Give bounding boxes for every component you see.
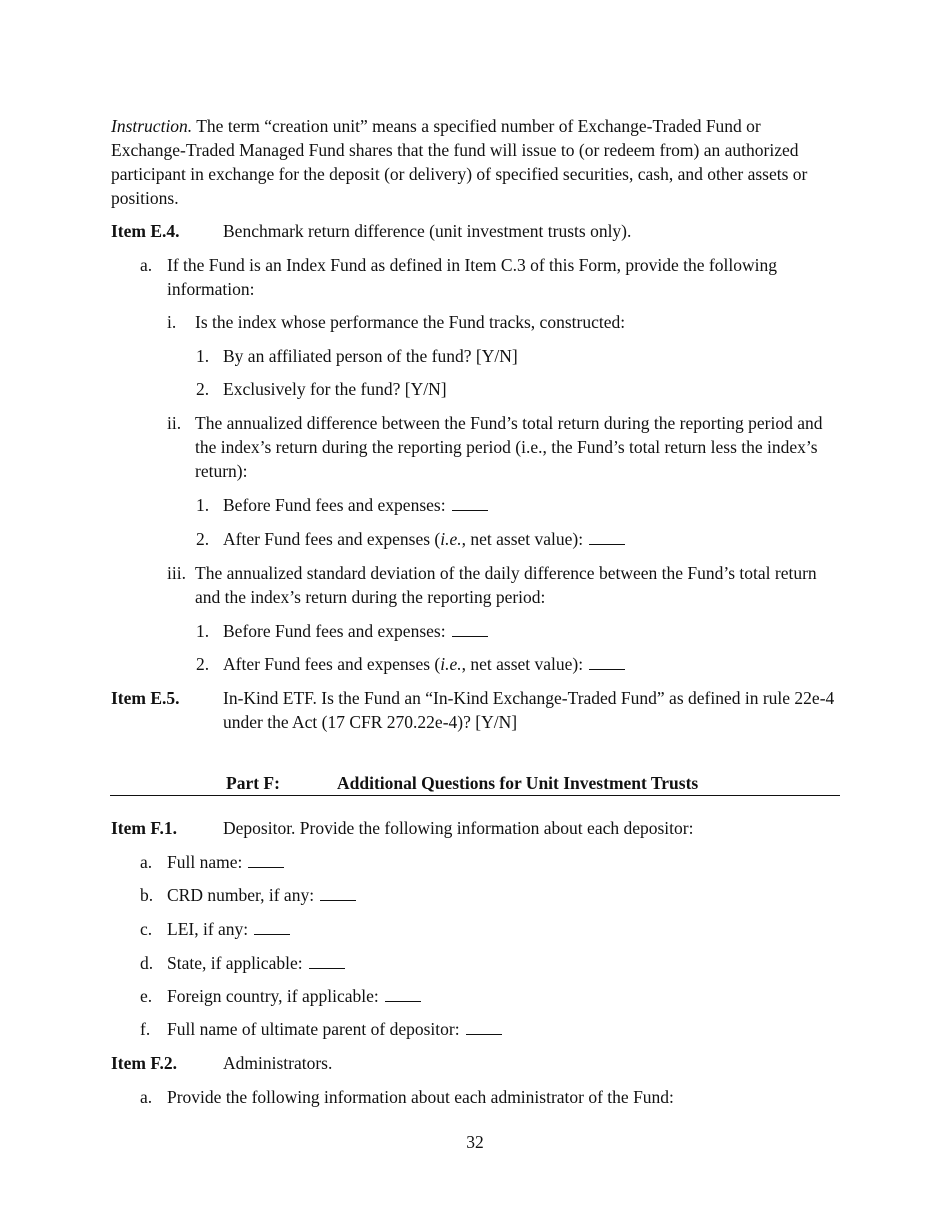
answer-blank (589, 654, 625, 670)
item-e4-iii-2-post: , net asset value): (461, 654, 584, 674)
item-f2-title: Administrators. (223, 1053, 333, 1073)
item-f1-e-text: Foreign country, if applicable: (167, 986, 379, 1006)
answer-blank (589, 529, 625, 545)
item-e4-ii-1 (223, 493, 488, 517)
item-f1-a (167, 850, 284, 874)
item-e4-i-1-text: By an affiliated person of the fund? [Y/N] (223, 346, 518, 366)
item-f1-c-text: LEI, if any: (167, 919, 249, 939)
item-f1-f (167, 1017, 502, 1041)
answer-blank (248, 852, 284, 868)
item-f1-label: Item F.1. (111, 818, 177, 838)
item-f1-c (167, 917, 290, 941)
answer-blank (452, 621, 488, 637)
item-e4-ii-1-text: Before Fund fees and expenses: (223, 495, 446, 515)
item-e4-iii-marker: iii. (167, 563, 186, 583)
item-e4-ii-2-marker: 2. (196, 529, 210, 549)
item-e4-iii-text: The annualized standard deviation of the daily difference between the Fund’s total return and the index’s return during the reporting period: (195, 563, 817, 607)
item-f2-label: Item F.2. (111, 1053, 177, 1073)
item-f1-c-marker: c. (140, 919, 153, 939)
item-e4-iii-2 (223, 652, 625, 676)
item-e4-i-text: Is the index whose performance the Fund tracks, constructed: (195, 312, 626, 332)
item-e4-title: Benchmark return difference (unit investment trusts only). (223, 221, 632, 241)
item-f1-f-text: Full name of ultimate parent of depositor: (167, 1019, 460, 1039)
item-f1-title: Depositor. Provide the following information about each depositor: (223, 818, 694, 838)
item-f1-a-marker: a. (140, 852, 153, 872)
item-e4-ii-2-post: , net asset value): (461, 529, 584, 549)
item-e4-iii-1-marker: 1. (196, 621, 210, 641)
item-e4-iii-2-pre: After Fund fees and expenses ( (223, 654, 441, 674)
answer-blank (254, 919, 290, 935)
item-e4-label: Item E.4. (111, 221, 180, 241)
item-f2-a-text: Provide the following information about each administrator of the Fund: (167, 1087, 674, 1107)
item-f1-b (167, 883, 356, 907)
item-e5-text: In-Kind ETF. Is the Fund an “In-Kind Exchange-Traded Fund” as defined in rule 22e-4 under the Act (17 CFR 270.22e-4)? [Y/N] (223, 688, 835, 732)
item-e4-i-2-text: Exclusively for the fund? [Y/N] (223, 379, 447, 399)
part-f-label: Part F: (226, 773, 280, 793)
item-e4-ii-2 (223, 527, 625, 551)
item-f1-b-marker: b. (140, 885, 154, 905)
item-e5-label: Item E.5. (111, 688, 180, 708)
item-e4-iii-1 (223, 619, 488, 643)
part-f-title: Additional Questions for Unit Investment Trusts (337, 773, 699, 793)
item-f1-d (167, 951, 345, 975)
item-e4-i-1-marker: 1. (196, 346, 210, 366)
answer-blank (466, 1019, 502, 1035)
answer-blank (309, 953, 345, 969)
item-f2-a-marker: a. (140, 1087, 153, 1107)
answer-blank (320, 885, 356, 901)
item-e4-a-text: If the Fund is an Index Fund as defined in Item C.3 of this Form, provide the following information: (167, 255, 777, 299)
item-f1-d-text: State, if applicable: (167, 953, 303, 973)
item-e4-a-marker: a. (140, 255, 153, 275)
answer-blank (452, 495, 488, 511)
item-e4-ii-marker: ii. (167, 413, 182, 433)
item-f1-b-text: CRD number, if any: (167, 885, 315, 905)
answer-blank (385, 986, 421, 1002)
item-e4-iii-1-text: Before Fund fees and expenses: (223, 621, 446, 641)
instruction-paragraph (111, 114, 836, 210)
item-e4-i-marker: i. (167, 312, 177, 332)
item-f1-e (167, 984, 421, 1008)
item-e4-iii-2-marker: 2. (196, 654, 210, 674)
instruction-text: The term “creation unit” means a specified number of Exchange-Traded Fund or Exchange-Traded Managed Fund shares that the fund will issue to (or redeem from) an authorized participant in exchange for the deposit (or delivery) of specified securities, cash, and other assets or positions. (111, 116, 808, 208)
item-f1-a-text: Full name: (167, 852, 243, 872)
item-e4-ii-text: The annualized difference between the Fund’s total return during the reporting period and the index’s return during the reporting period (i.e., the Fund’s total return less the index’s return): (195, 413, 823, 481)
section-divider (110, 795, 840, 796)
item-e4-ii-1-marker: 1. (196, 495, 210, 515)
item-f1-f-marker: f. (140, 1019, 151, 1039)
item-e4-ii-2-ie: i.e. (440, 529, 462, 549)
item-e4-i-2-marker: 2. (196, 379, 210, 399)
item-f1-e-marker: e. (140, 986, 153, 1006)
item-e4-iii-2-ie: i.e. (440, 654, 462, 674)
item-e4-ii-2-pre: After Fund fees and expenses ( (223, 529, 441, 549)
item-f1-d-marker: d. (140, 953, 154, 973)
page-number: 32 (466, 1132, 484, 1152)
instruction-label: Instruction. (111, 116, 193, 136)
